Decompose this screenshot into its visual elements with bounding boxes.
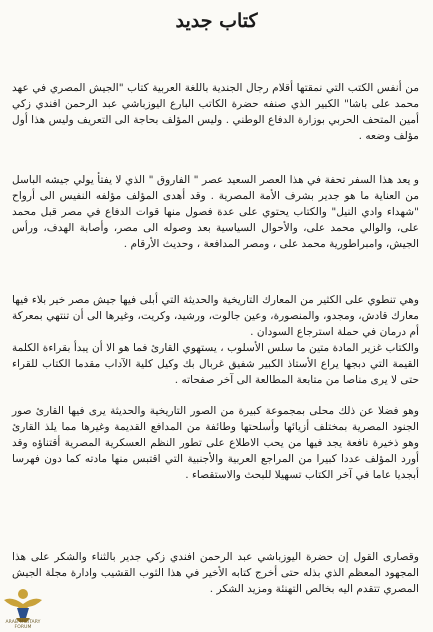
- paragraph-intro: من أنفس الكتب التي نمقتها أقلام رجال الجندية باللغة العربية كتاب "الجيش المصري في عهد محمد على باشا" الكبير الذي صنفه حضرة الكاتب البارع اليوزباشي عبد الرحمن افندي زكي أمين المتحف الحربي بوزارة الدفاع الوطني . وليس المؤلف بحاجة الى التعريف وليس هذا أول مؤلف وضعه .: [12, 82, 419, 142]
- paragraph-illustrations: وهو فضلا عن ذلك محلى بمجموعة كبيرة من الصور التاريخية والحديثة يرى فيها القارئ صور الجنود المصرية بمختلف أزيائها وأسلحتها وطائفة من المدافع القديمة وغيرها مما يلذ القارئ وهو ذخيرة نافعة يجد فيها من يحب الاطلاع على تطور النظم العسكرية المصرية أقتناؤه وقد أورد المؤلف عددا كبيرا من المراجع العربية والأجنبية التي اقتبس منها مادته كما دون فهرسا أبجديا عاما في آخر الكتاب تسهيلا للبحث والاستقصاء .: [12, 405, 419, 481]
- paragraph-battles: وهي تنطوي على الكثير من المعارك التاريخية والحديثة التي أبلى فيها جيش مصر خير بلاء فيها معارك قادش، ومجدو، والمنصورة، وعين جالوت، ورشيد، وكريت، وغيرها الى أن تنتهي بمعركة أم درمان في حملة استرجاع السودان .: [12, 294, 419, 338]
- emblem-head-icon: [18, 589, 28, 599]
- paragraph-conclusion: وقصارى القول إن حضرة اليوزباشي عبد الرحمن افندي زكي جدير بالثناء والشكر على هذا المجهود المعظم الذي بذله حتى أخرج كتابه الأخير في هذا الثوب القشيب وادارة مجلة الجيش المصري تتقدم اليه بخالص التهنئة ومزيد الشكر .: [12, 551, 419, 595]
- emblem-shield-icon: [17, 608, 29, 618]
- paragraph-style: والكتاب غزير المادة متين ما سلس الأسلوب ، يستهوي القارئ فما هو الا أن يبدأ بقراءة الكلمة القيمة التي دبجها يراع الأستاذ الكبير شفيق غربال بك وكيل كلية الآداب مقدما الكتاب للقراء حتى لا يرى مناصا من متابعة المطالعة الى آخر صفحاته .: [12, 342, 419, 386]
- article-title: كتاب جديد: [175, 10, 258, 32]
- paragraph-contents: و يعد هذا السفر تحفة في هذا العصر السعيد عصر " الفاروق " الذي لا يفتأ يولي جيشه الباسل من العناية ما هو جدير بشرف الأمة المصرية . وقد أهدى المؤلف مؤلفه النفيس الى أرواح "شهداء وادي النيل" والكتاب يحتوي على عدة فصول منها قوات الدفاع في مصر قبل محمد على، والوالي محمد على، والأحوال السياسية بعد وصوله الى مصر، وأصابة الهدف، ورأس الجيش، وامبراطورية محمد على ، ومصر المدافعة ، وحديث الأرقام .: [12, 174, 419, 250]
- emblem-caption: ARAB MILITARY FORUM: [5, 620, 41, 630]
